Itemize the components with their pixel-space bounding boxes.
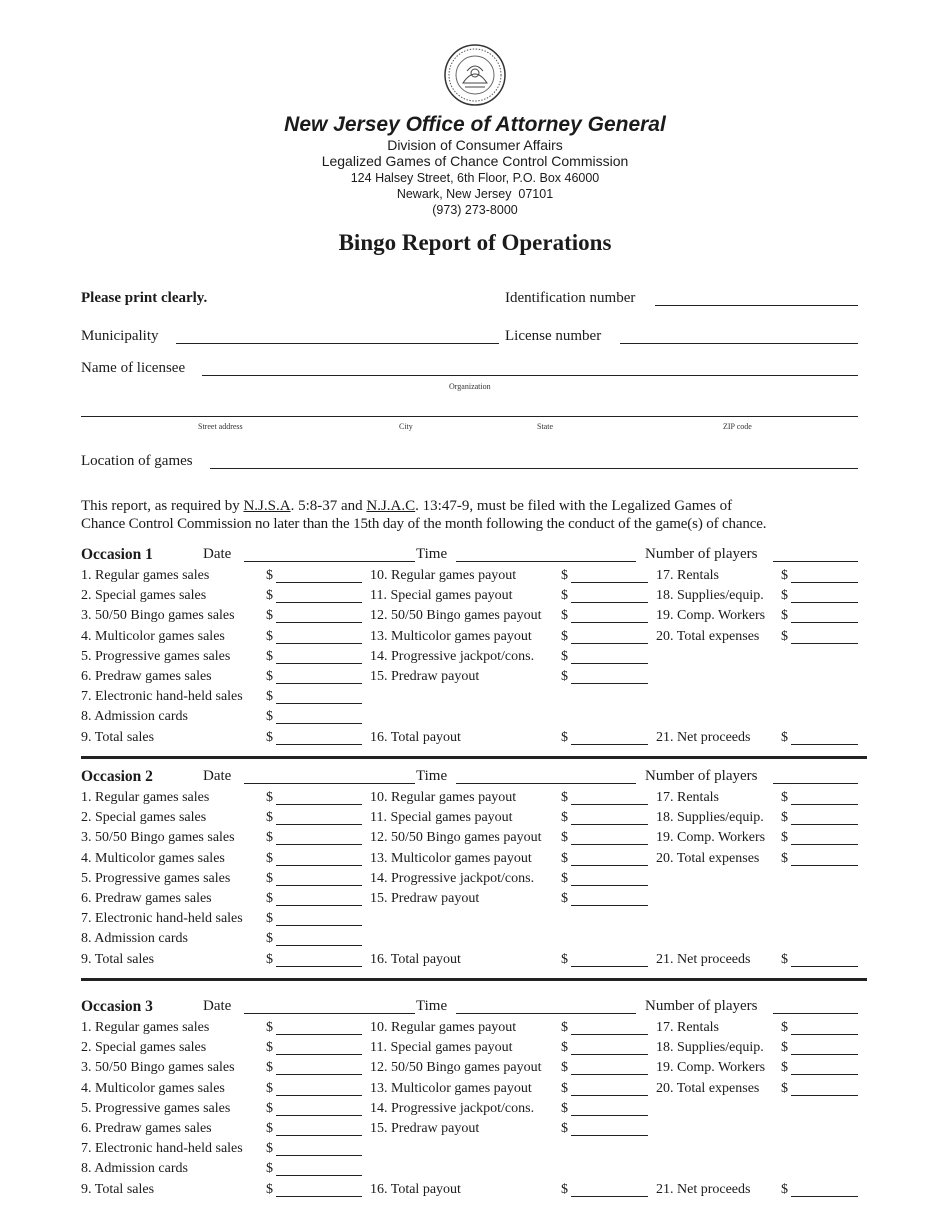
occasion-3-time-label: Time (416, 998, 448, 1014)
street-caption: Street address (198, 422, 243, 431)
dollar-sign: $ (561, 830, 568, 846)
address-line-1: 124 Halsey Street, 6th Floor, P.O. Box 46000 (350, 171, 600, 185)
dollar-sign: $ (266, 891, 273, 906)
occasion-2-expense-label: 18. Supplies/equip. (656, 810, 764, 826)
occasion-1-sales-label: 7. Electronic hand-held sales (81, 689, 243, 705)
dollar-sign: $ (266, 689, 273, 705)
occasion-1-sales-label: 2. Special games sales (81, 588, 207, 604)
occasion-3-payout-field[interactable] (571, 1135, 648, 1136)
occasion-3-sales-label: 3. 50/50 Bingo games sales (81, 1060, 235, 1076)
dollar-sign: $ (561, 648, 568, 664)
dollar-sign: $ (266, 1161, 273, 1177)
occasion-3-time-field[interactable] (456, 1013, 636, 1014)
occasion-2-payout-label: 16. Total payout (370, 951, 461, 967)
dollar-sign: $ (561, 568, 568, 583)
occasion-2-payout-label: 12. 50/50 Bingo games payout (370, 830, 542, 846)
occasion-3-payout-label: 12. 50/50 Bingo games payout (370, 1060, 542, 1076)
occasion-1-payout-label: 12. 50/50 Bingo games payout (370, 608, 542, 624)
dollar-sign: $ (561, 1040, 568, 1056)
occasion-2-sales-field[interactable] (276, 824, 362, 825)
division-name: Division of Consumer Affairs (387, 137, 563, 153)
section-divider (81, 756, 867, 759)
id-number-field[interactable] (655, 305, 858, 306)
license-number-field[interactable] (620, 343, 858, 344)
occasion-3-payout-label: 14. Progressive jackpot/cons. (370, 1100, 535, 1116)
occasion-3-sales-field[interactable] (276, 1135, 362, 1136)
occasion-2-sales-label: 2. Special games sales (81, 810, 207, 826)
occasion-2-sales-label: 3. 50/50 Bingo games sales (81, 830, 235, 846)
dollar-sign: $ (266, 608, 273, 624)
dollar-sign: $ (266, 588, 273, 604)
dollar-sign: $ (266, 1020, 273, 1035)
section-divider (81, 978, 867, 981)
occasion-3-sales-field[interactable] (276, 1155, 362, 1156)
dollar-sign: $ (781, 790, 788, 805)
occasion-1-title: Occasion 1 (81, 546, 153, 563)
print-clearly-note: Please print clearly. (81, 290, 208, 306)
occasion-1-sales-label: 9. Total sales (81, 729, 155, 745)
occasion-3-payout-label: 13. Multicolor games payout (370, 1080, 532, 1096)
occasion-3-sales-label: 6. Predraw games sales (81, 1121, 212, 1136)
occasion-3-expense-field[interactable] (791, 1095, 858, 1096)
occasion-1-players-label: Number of players (645, 546, 758, 562)
state-caption: State (537, 422, 553, 431)
id-number-label: Identification number (505, 290, 636, 306)
occasion-2-payout-label: 14. Progressive jackpot/cons. (370, 870, 535, 886)
dollar-sign: $ (266, 1141, 273, 1157)
occasion-3-sales-label: 8. Admission cards (81, 1161, 188, 1177)
occasion-3-sales-field[interactable] (276, 1115, 362, 1116)
occasion-2-expense-field[interactable] (791, 844, 858, 845)
occasion-3-sales-field[interactable] (276, 1054, 362, 1055)
occasion-1-sales-label: 6. Predraw games sales (81, 669, 212, 684)
dollar-sign: $ (561, 1100, 568, 1116)
occasion-2-sales-field[interactable] (276, 885, 362, 886)
dollar-sign: $ (781, 608, 788, 624)
occasion-3-expense-field[interactable] (791, 1034, 858, 1035)
occasion-2-expense-field[interactable] (791, 865, 858, 866)
city-caption: City (399, 422, 413, 431)
occasion-2-payout-field[interactable] (571, 824, 648, 825)
occasion-3-players-field[interactable] (773, 1013, 858, 1014)
occasion-1-payout-field[interactable] (571, 602, 648, 603)
dollar-sign: $ (781, 1060, 788, 1076)
occasion-1-sales-field[interactable] (276, 622, 362, 623)
occasion-3-payout-field[interactable] (571, 1196, 648, 1197)
occasion-2-expense-field[interactable] (791, 824, 858, 825)
occasion-2-expense-label: 21. Net proceeds (656, 951, 751, 967)
occasion-3-expense-field[interactable] (791, 1054, 858, 1055)
occasion-3-sales-label: 7. Electronic hand-held sales (81, 1141, 243, 1157)
occasion-1-payout-field[interactable] (571, 582, 648, 583)
occasion-1-sales-label: 3. 50/50 Bingo games sales (81, 608, 235, 624)
dollar-sign: $ (781, 1040, 788, 1056)
filing-notice-line-2: Chance Control Commission no later than the 15th day of the month following the conduct of the game(s) of chance. (81, 516, 767, 532)
occasion-3-expense-field[interactable] (791, 1074, 858, 1075)
dollar-sign: $ (561, 729, 568, 745)
occasion-3-payout-label: 10. Regular games payout (370, 1020, 517, 1035)
dollar-sign: $ (266, 1060, 273, 1076)
occasion-1-date-label: Date (203, 546, 232, 562)
dollar-sign: $ (781, 628, 788, 644)
occasion-3-sales-label: 9. Total sales (81, 1181, 155, 1197)
occasion-1-time-field[interactable] (456, 561, 636, 562)
occasion-3-payout-label: 16. Total payout (370, 1181, 461, 1197)
occasion-3-payout-field[interactable] (571, 1054, 648, 1055)
occasion-2-sales-label: 8. Admission cards (81, 931, 188, 947)
occasion-2-sales-label: 4. Multicolor games sales (81, 850, 225, 866)
occasion-1-expense-label: 21. Net proceeds (656, 729, 751, 745)
njac-reference: N.J.A.C (366, 498, 416, 514)
dollar-sign: $ (561, 628, 568, 644)
occasion-3-date-label: Date (203, 998, 232, 1014)
occasion-1-payout-label: 11. Special games payout (370, 588, 513, 604)
occasion-1-sales-field[interactable] (276, 602, 362, 603)
dollar-sign: $ (561, 1080, 568, 1096)
occasion-2-players-field[interactable] (773, 783, 858, 784)
occasion-2-sales-field[interactable] (276, 945, 362, 946)
dollar-sign: $ (266, 1040, 273, 1056)
occasion-3-sales-field[interactable] (276, 1074, 362, 1075)
occasion-3-payout-field[interactable] (571, 1115, 648, 1116)
occasion-2-expense-field[interactable] (791, 804, 858, 805)
licensee-label: Name of licensee (81, 360, 186, 376)
dollar-sign: $ (781, 568, 788, 583)
occasion-2-payout-label: 13. Multicolor games payout (370, 850, 532, 866)
occasion-2-sales-field[interactable] (276, 865, 362, 866)
occasion-2-payout-field[interactable] (571, 804, 648, 805)
occasion-2-payout-field[interactable] (571, 844, 648, 845)
licensee-field[interactable] (202, 375, 858, 376)
occasion-1-expense-label: 20. Total expenses (656, 628, 760, 644)
occasion-1-sales-field[interactable] (276, 643, 362, 644)
dollar-sign: $ (266, 810, 273, 826)
occasion-1-payout-field[interactable] (571, 643, 648, 644)
occasion-1-expense-field[interactable] (791, 643, 858, 644)
occasion-1-payout-field[interactable] (571, 683, 648, 684)
occasion-1-sales-field[interactable] (276, 744, 362, 745)
license-number-label: License number (505, 328, 602, 344)
occasion-1-expense-field[interactable] (791, 582, 858, 583)
occasion-1-expense-field[interactable] (791, 602, 858, 603)
occasion-1-sales-label: 5. Progressive games sales (81, 648, 231, 664)
occasion-1-sales-field[interactable] (276, 723, 362, 724)
occasion-2-sales-field[interactable] (276, 925, 362, 926)
dollar-sign: $ (266, 648, 273, 664)
occasion-2-payout-field[interactable] (571, 865, 648, 866)
dollar-sign: $ (266, 628, 273, 644)
occasion-2-payout-field[interactable] (571, 885, 648, 886)
occasion-3-sales-label: 2. Special games sales (81, 1040, 207, 1056)
dollar-sign: $ (266, 951, 273, 967)
occasion-3-expense-label: 18. Supplies/equip. (656, 1040, 764, 1056)
agency-title: New Jersey Office of Attorney General (284, 113, 666, 136)
occasion-3-sales-label: 1. Regular games sales (81, 1020, 210, 1035)
dollar-sign: $ (266, 729, 273, 745)
njsa-reference: N.J.S.A (243, 498, 291, 514)
occasion-3-expense-field[interactable] (791, 1196, 858, 1197)
dollar-sign: $ (266, 790, 273, 805)
occasion-1-payout-label: 15. Predraw payout (370, 669, 480, 684)
dollar-sign: $ (781, 951, 788, 967)
occasion-2-payout-field[interactable] (571, 966, 648, 967)
occasion-3-title: Occasion 3 (81, 998, 153, 1015)
occasion-2-payout-field[interactable] (571, 905, 648, 906)
state-seal (443, 43, 507, 107)
occasion-2-expense-label: 17. Rentals (656, 790, 719, 805)
dollar-sign: $ (561, 1121, 568, 1136)
occasion-2-title: Occasion 2 (81, 768, 153, 785)
occasion-2-expense-field[interactable] (791, 966, 858, 967)
occasion-1-sales-label: 4. Multicolor games sales (81, 628, 225, 644)
occasion-2-sales-field[interactable] (276, 905, 362, 906)
occasion-2-payout-label: 11. Special games payout (370, 810, 513, 826)
occasion-1-payout-label: 14. Progressive jackpot/cons. (370, 648, 535, 664)
dollar-sign: $ (781, 1020, 788, 1035)
occasion-3-expense-label: 17. Rentals (656, 1020, 719, 1035)
location-field[interactable] (210, 468, 858, 469)
dollar-sign: $ (266, 830, 273, 846)
occasion-2-sales-label: 5. Progressive games sales (81, 870, 231, 886)
occasion-3-sales-label: 5. Progressive games sales (81, 1100, 231, 1116)
occasion-1-time-label: Time (416, 546, 448, 562)
dollar-sign: $ (266, 669, 273, 684)
dollar-sign: $ (561, 1020, 568, 1035)
dollar-sign: $ (561, 1060, 568, 1076)
occasion-1-payout-field[interactable] (571, 663, 648, 664)
dollar-sign: $ (561, 870, 568, 886)
occasion-1-sales-field[interactable] (276, 683, 362, 684)
occasion-2-expense-label: 19. Comp. Workers (656, 830, 766, 846)
location-label: Location of games (81, 453, 193, 469)
occasion-2-sales-field[interactable] (276, 844, 362, 845)
occasion-2-date-field[interactable] (244, 783, 415, 784)
occasion-2-payout-label: 15. Predraw payout (370, 891, 480, 906)
dollar-sign: $ (781, 850, 788, 866)
dollar-sign: $ (561, 790, 568, 805)
dollar-sign: $ (561, 669, 568, 684)
dollar-sign: $ (781, 588, 788, 604)
dollar-sign: $ (266, 1100, 273, 1116)
occasion-1-sales-field[interactable] (276, 582, 362, 583)
dollar-sign: $ (266, 568, 273, 583)
dollar-sign: $ (781, 729, 788, 745)
occasion-2-time-field[interactable] (456, 783, 636, 784)
occasion-3-payout-field[interactable] (571, 1034, 648, 1035)
occasion-1-expense-label: 17. Rentals (656, 568, 719, 583)
occasion-1-expense-field[interactable] (791, 622, 858, 623)
occasion-3-sales-field[interactable] (276, 1095, 362, 1096)
organization-caption: Organization (449, 382, 491, 391)
occasion-2-sales-label: 6. Predraw games sales (81, 891, 212, 906)
dollar-sign: $ (781, 810, 788, 826)
dollar-sign: $ (266, 850, 273, 866)
occasion-1-date-field[interactable] (244, 561, 415, 562)
occasion-3-date-field[interactable] (244, 1013, 415, 1014)
occasion-3-expense-label: 19. Comp. Workers (656, 1060, 766, 1076)
occasion-3-sales-field[interactable] (276, 1034, 362, 1035)
occasion-1-sales-field[interactable] (276, 703, 362, 704)
occasion-3-sales-field[interactable] (276, 1196, 362, 1197)
page-title: Bingo Report of Operations (338, 230, 612, 255)
dollar-sign: $ (561, 891, 568, 906)
occasion-3-sales-label: 4. Multicolor games sales (81, 1080, 225, 1096)
occasion-2-players-label: Number of players (645, 768, 758, 784)
occasion-1-payout-field[interactable] (571, 744, 648, 745)
occasion-1-expense-label: 18. Supplies/equip. (656, 588, 764, 604)
dollar-sign: $ (781, 830, 788, 846)
address-line-2: Newark, New Jersey 07101 (396, 187, 554, 201)
dollar-sign: $ (266, 870, 273, 886)
municipality-label: Municipality (81, 328, 159, 344)
occasion-3-expense-label: 21. Net proceeds (656, 1181, 751, 1197)
occasion-2-sales-field[interactable] (276, 966, 362, 967)
dollar-sign: $ (266, 911, 273, 927)
occasion-2-time-label: Time (416, 768, 448, 784)
dollar-sign: $ (266, 1121, 273, 1136)
filing-notice-line-1: This report, as required by N.J.S.A. 5:8-37 and N.J.A.C. 13:47-9, must be filed with the Legalized Games of (81, 498, 733, 514)
occasion-1-sales-label: 1. Regular games sales (81, 568, 210, 583)
dollar-sign: $ (561, 608, 568, 624)
dollar-sign: $ (561, 951, 568, 967)
occasion-1-expense-field[interactable] (791, 744, 858, 745)
occasion-1-sales-label: 8. Admission cards (81, 709, 188, 725)
dollar-sign: $ (561, 588, 568, 604)
dollar-sign: $ (266, 1181, 273, 1197)
occasion-3-payout-label: 11. Special games payout (370, 1040, 513, 1056)
dollar-sign: $ (781, 1181, 788, 1197)
occasion-1-payout-label: 13. Multicolor games payout (370, 628, 532, 644)
occasion-1-payout-label: 16. Total payout (370, 729, 461, 745)
occasion-3-expense-label: 20. Total expenses (656, 1080, 760, 1096)
occasion-1-players-field[interactable] (773, 561, 858, 562)
dollar-sign: $ (561, 1181, 568, 1197)
phone-number: (973) 273-8000 (432, 203, 518, 217)
occasion-1-expense-label: 19. Comp. Workers (656, 608, 766, 624)
occasion-3-payout-field[interactable] (571, 1095, 648, 1096)
occasion-2-sales-field[interactable] (276, 804, 362, 805)
dollar-sign: $ (266, 931, 273, 947)
occasion-2-sales-label: 9. Total sales (81, 951, 155, 967)
occasion-1-payout-label: 10. Regular games payout (370, 568, 517, 583)
occasion-3-sales-field[interactable] (276, 1175, 362, 1176)
occasion-3-payout-label: 15. Predraw payout (370, 1121, 480, 1136)
occasion-2-date-label: Date (203, 768, 232, 784)
occasion-3-payout-field[interactable] (571, 1074, 648, 1075)
municipality-field[interactable] (176, 343, 499, 344)
occasion-2-expense-label: 20. Total expenses (656, 850, 760, 866)
address-field[interactable] (81, 416, 858, 417)
occasion-1-payout-field[interactable] (571, 622, 648, 623)
commission-name: Legalized Games of Chance Control Commission (321, 153, 629, 169)
occasion-1-sales-field[interactable] (276, 663, 362, 664)
dollar-sign: $ (561, 850, 568, 866)
occasion-2-payout-label: 10. Regular games payout (370, 790, 517, 805)
dollar-sign: $ (266, 1080, 273, 1096)
dollar-sign: $ (781, 1080, 788, 1096)
dollar-sign: $ (266, 709, 273, 725)
occasion-3-players-label: Number of players (645, 998, 758, 1014)
occasion-2-sales-label: 7. Electronic hand-held sales (81, 911, 243, 927)
zip-caption: ZIP code (723, 422, 752, 431)
occasion-2-sales-label: 1. Regular games sales (81, 790, 210, 805)
dollar-sign: $ (561, 810, 568, 826)
